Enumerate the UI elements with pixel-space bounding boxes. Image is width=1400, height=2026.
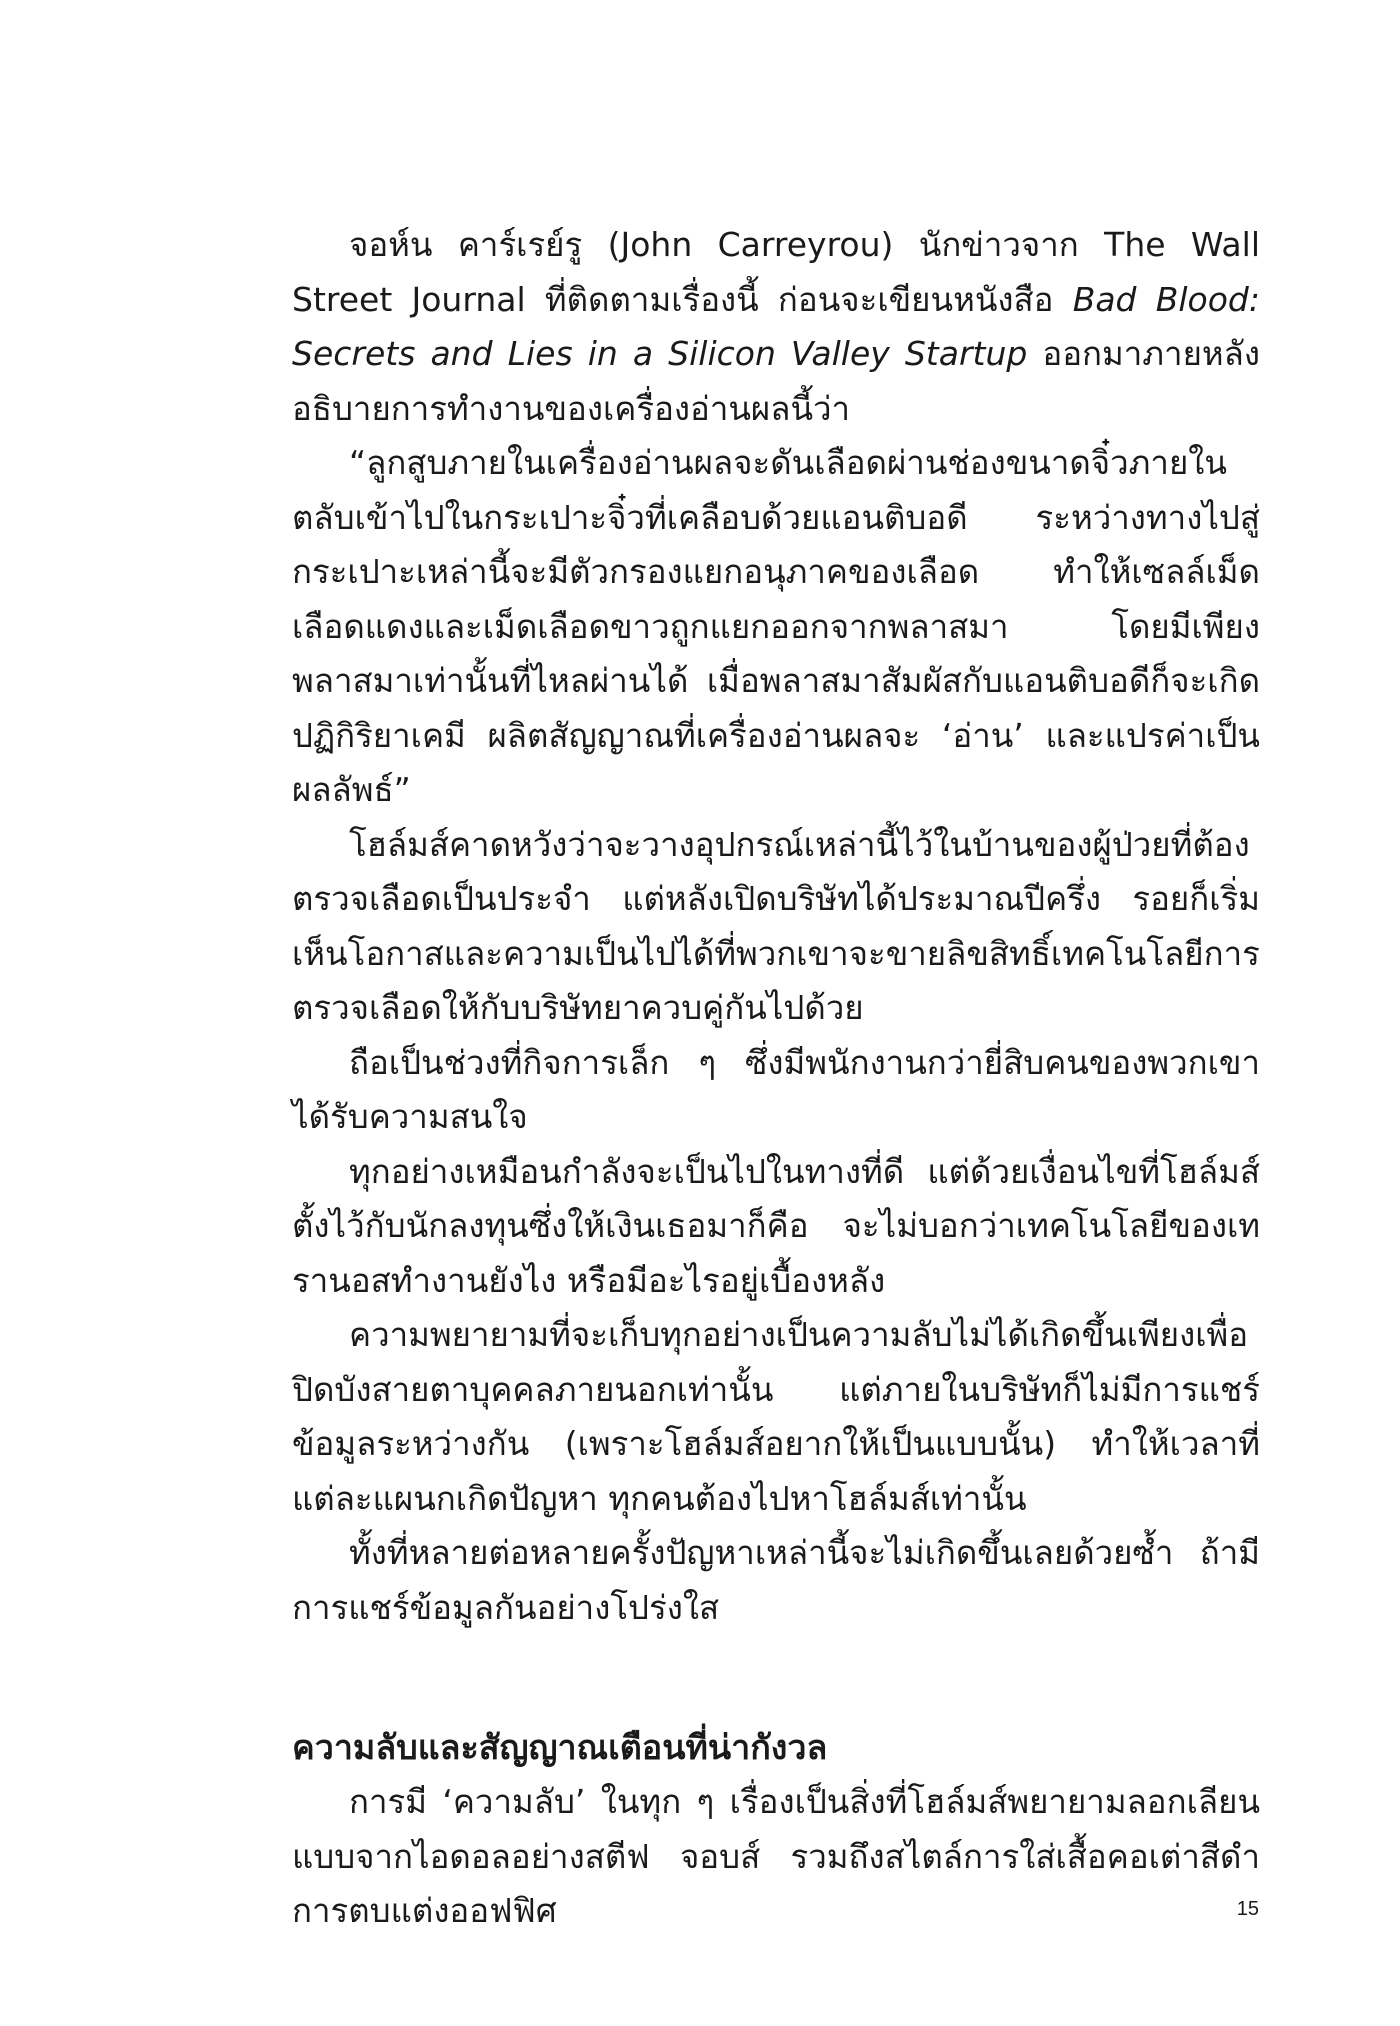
section-heading: ความลับและสัญญาณเตือนที่น่ากังวล: [292, 1728, 828, 1768]
paragraph-text: จอห์น คาร์เรย์รู (John Carreyrou) นักข่าวจาก The Wall Street Journal ที่ติดตามเรื่องนี้ ก่อนจะเขียนหนังสือ: [292, 225, 1260, 319]
paragraph: [292, 1145, 1260, 1309]
paragraph: [292, 436, 1260, 818]
paragraph-text: ออกมาภายหลัง อธิบายการทำงานของเครื่องอ่านผลนี้ว่า: [292, 334, 1261, 428]
paragraph-text: “ลูกสูบภายในเครื่องอ่านผลจะดันเลือดผ่านช่องขนาดจิ๋วภายในตลับเข้าไปในกระเปาะจิ๋วที่เคลือบด้วยแอนติบอดี ระหว่างทางไปสู่กระเปาะเหล่านี้จะมีตัวกรองแยกอนุภาคของเลือด ทำให้เซลล์เม็ดเลือดแดงและเม็ดเลือดขาวถูกแยกออกจากพลาสมา โดยมีเพียงพลาสมาเท่านั้นที่ไหลผ่านได้ เมื่อพลาสมาสัมผัสกับแอนติบอดีก็จะเกิดปฏิกิริยาเคมี ผลิตสัญญาณที่เครื่องอ่านผลจะ ‘อ่าน’ และแปรค่าเป็นผลลัพธ์”: [292, 443, 1260, 809]
paragraph: [292, 818, 1260, 1036]
book-title-italic: Bad Blood: Secrets and Lies in a Silicon Valley Startup: [292, 279, 1260, 373]
body-text: [292, 218, 1260, 1939]
paragraph-text: โฮล์มส์คาดหวังว่าจะวางอุปกรณ์เหล่านี้ไว้ในบ้านของผู้ป่วยที่ต้องตรวจเลือดเป็นประจำ แต่หลังเปิดบริษัทได้ประมาณปีครึ่ง รอยก็เริ่มเห็นโอกาสและความเป็นไปได้ที่พวกเขาจะขายลิขสิทธิ์เทคโนโลยีการตรวจเลือดให้กับบริษัทยาควบคู่กันไปด้วย: [292, 824, 1260, 1027]
paragraph-text: ทั้งที่หลายต่อหลายครั้งปัญหาเหล่านี้จะไม่เกิดขึ้นเลยด้วยซ้ำ ถ้ามีการแชร์ข้อมูลกันอย่างโปร่งใส: [292, 1533, 1260, 1627]
paragraph-text: ถือเป็นช่วงที่กิจการเล็ก ๆ ซึ่งมีพนักงานกว่ายี่สิบคนของพวกเขาได้รับความสนใจ: [292, 1042, 1260, 1136]
paragraph: [292, 1775, 1260, 1939]
paragraphs-after-heading: [292, 1775, 1260, 1939]
paragraph-text: ทุกอย่างเหมือนกำลังจะเป็นไปในทางที่ดี แต่ด้วยเงื่อนไขที่โฮล์มส์ตั้งไว้กับนักลงทุนซึ่งให้เงินเธอมาก็คือ จะไม่บอกว่าเทคโนโลยีของเทรานอสทำงานยังไง หรือมีอะไรอยู่เบื้องหลัง: [292, 1151, 1260, 1300]
paragraph-text: การมี ‘ความลับ’ ในทุก ๆ เรื่องเป็นสิ่งที่โฮล์มส์พยายามลอกเลียนแบบจากไอดอลอย่างสตีฟ จอบส์ รวมถึงสไตล์การใส่เสื้อคอเต่าสีดำ การตบแต่งออฟฟิศ: [292, 1782, 1260, 1930]
paragraphs-before-heading: [292, 218, 1260, 1635]
paragraph: [292, 1526, 1260, 1635]
paragraph-text: ความพยายามที่จะเก็บทุกอย่างเป็นความลับไม่ได้เกิดขึ้นเพียงเพื่อปิดบังสายตาบุคคลภายนอกเท่านั้น แต่ภายในบริษัทก็ไม่มีการแชร์ข้อมูลระหว่างกัน (เพราะโฮล์มส์อยากให้เป็นแบบนั้น) ทำให้เวลาที่แต่ละแผนกเกิดปัญหา ทุกคนต้องไปหาโฮล์มส์เท่านั้น: [292, 1315, 1260, 1518]
page-number: 15: [1236, 1898, 1259, 1920]
paragraph: [292, 1036, 1260, 1145]
paragraph: [292, 1308, 1260, 1526]
paragraph: [292, 218, 1260, 436]
